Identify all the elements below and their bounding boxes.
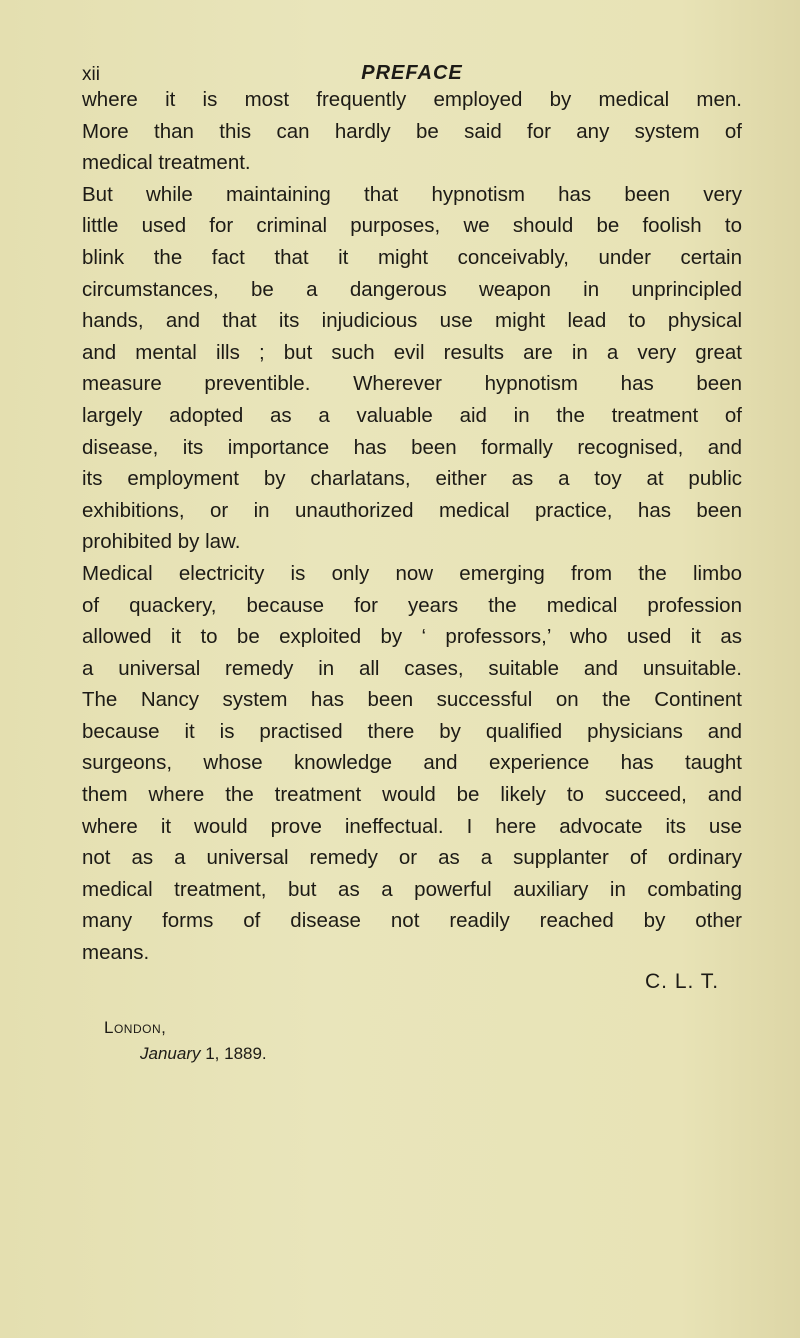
- date-line: [140, 1044, 267, 1064]
- text-line: where it is most frequently employed by medical men.: [82, 88, 742, 111]
- place-line: London,: [104, 1018, 167, 1037]
- text-line: little used for criminal purposes, we should be foolish to: [82, 214, 742, 238]
- text-line: means.: [82, 941, 150, 965]
- text-line: prohibited by law.: [82, 530, 241, 554]
- text-line: hands, and that its injudicious use might lead to physical: [82, 309, 742, 333]
- page-number: xii: [82, 64, 100, 85]
- text-line: largely adopted as a valuable aid in the treatment of: [82, 403, 742, 427]
- text-line: But while maintaining that hypnotism has been very: [82, 182, 742, 206]
- text-line: not as a universal remedy or as a supplanter of ordinary: [82, 846, 742, 870]
- author-initials: C. L. T.: [645, 970, 720, 993]
- text-line: surgeons, whose knowledge and experience has taught: [82, 751, 742, 775]
- text-line: because it is practised there by qualified physicians and: [82, 719, 742, 743]
- text-line: disease, its importance has been formally recognised, and: [82, 435, 742, 459]
- text-line: measure preventible. Wherever hypnotism has been: [82, 372, 742, 396]
- text-line: circumstances, be a dangerous weapon in unprincipled: [82, 277, 742, 301]
- text-line: a universal remedy in all cases, suitable and unsuitable.: [82, 656, 742, 680]
- running-title: PREFACE: [361, 62, 463, 84]
- text-line: exhibitions, or in unauthorized medical practice, has been: [82, 498, 742, 522]
- preface-body: [82, 84, 742, 969]
- text-line: and mental ills ; but such evil results are in a very great: [82, 340, 742, 364]
- text-line: More than this can hardly be said for any system of: [82, 119, 742, 143]
- text-line: allowed it to be exploited by ‘ professors,’ who used it as: [82, 625, 742, 649]
- text-line: them where the treatment would be likely to succeed, and: [82, 783, 742, 807]
- text-line: where it would prove ineffectual. I here advocate its use: [82, 814, 742, 838]
- text-line: The Nancy system has been successful on the Continent: [82, 688, 742, 712]
- text-line: Medical electricity is only now emerging from the limbo: [82, 561, 742, 585]
- text-line: many forms of disease not readily reached by other: [82, 909, 742, 933]
- text-line: medical treatment.: [82, 151, 251, 175]
- date-rest: 1, 1889.: [200, 1044, 267, 1063]
- date-month: January: [140, 1044, 201, 1063]
- text-line: blink the fact that it might conceivably, under certain: [82, 245, 742, 269]
- text-line: its employment by charlatans, either as a toy at public: [82, 467, 742, 491]
- text-line: medical treatment, but as a powerful auxiliary in combating: [82, 877, 742, 901]
- text-line: of quackery, because for years the medical profession: [82, 593, 742, 617]
